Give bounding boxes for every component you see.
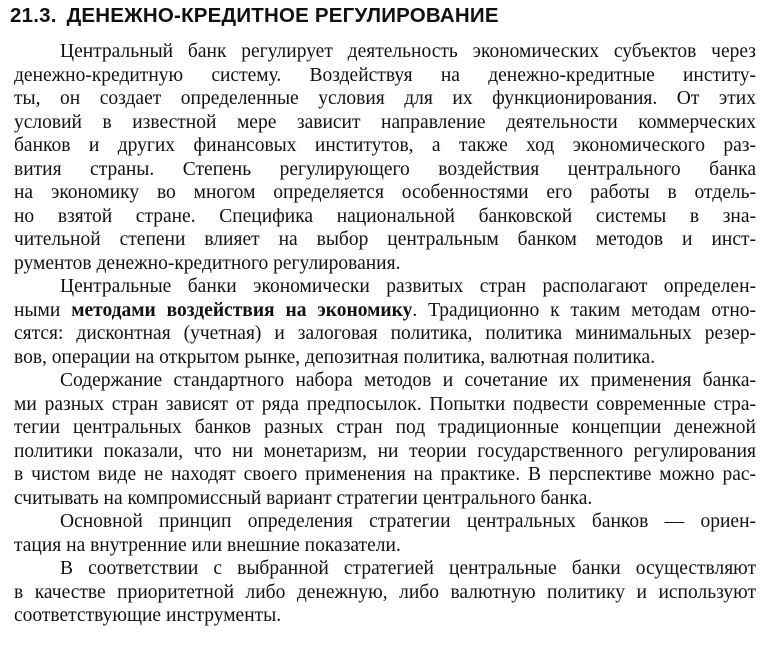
text-line: Основной принцип определения стратегии центральных банков — ориен- xyxy=(60,511,756,532)
text-line: банков и других финансовых институтов, а также ход экономического раз- xyxy=(14,135,756,156)
paragraph-4 xyxy=(14,510,756,557)
text-run: . Традиционно к таким методам отно- xyxy=(412,299,757,321)
text-line: но взятой стране. Специфика национальной банковской системы в зна- xyxy=(14,205,756,227)
text-line: политики показали, что ни монетаризм, ни теории государственного регулирования xyxy=(14,440,756,462)
text-line: сятся: дисконтная (учетная) и залоговая политика, политика минимальных резер- xyxy=(14,323,756,344)
text-line: в чистом виде не находят своего применения на практике. В перспективе можно рас- xyxy=(14,464,756,485)
text-line: Содержание стандартного набора методов и сочетание их применения банка- xyxy=(60,370,756,391)
text-line: соответствующие инструменты. xyxy=(14,605,282,626)
body-text xyxy=(14,40,756,628)
text-line: вития страны. Степень регулирующего воздействия центрального банка xyxy=(14,158,756,180)
text-line: считывать на компромиссный вариант стратегии центрального банка. xyxy=(14,487,593,509)
text-line: на экономику во многом определяется особенностями его работы в отдель- xyxy=(14,182,756,203)
text-run: ными xyxy=(14,299,72,321)
section-number: 21.3. xyxy=(10,4,57,27)
text-line: денежно-кредитную систему. Воздействуя на денежно-кредитные институ- xyxy=(14,64,756,86)
text-line: вов, операции на открытом рынке, депозитная политика, валютная политика. xyxy=(14,346,656,368)
text-line: ми разных стран зависят от ряда предпосылок. Попытки подвести современные стра- xyxy=(14,393,756,415)
text-line: В соответствии с выбранной стратегией центральные банки осуществляют xyxy=(60,558,756,579)
text-line: тегии центральных банков разных стран под традиционные концепции денежной xyxy=(14,417,756,438)
text-line: в качестве приоритетной либо денежную, либо валютную политику и используют xyxy=(14,581,756,603)
text-line: тация на внутренние или внешние показатели. xyxy=(14,534,401,556)
paragraph-5 xyxy=(14,557,756,628)
text-line: ты, он создает определенные условия для их функционирования. От этих xyxy=(14,88,756,109)
text-line: Центральный банк регулирует деятельность экономических субъектов через xyxy=(60,41,756,62)
section-heading xyxy=(10,4,499,28)
text-line: условий в известной мере зависит направление деятельности коммерческих xyxy=(14,111,756,133)
text-line: чительной степени влияет на выбор центральным банком методов и инст- xyxy=(14,229,756,250)
text-line: Центральные банки экономически развитых стран располагают определен- xyxy=(60,276,756,297)
paragraph-3 xyxy=(14,369,756,510)
text-line xyxy=(14,299,756,323)
text-line: рументов денежно-кредитного регулирования. xyxy=(14,252,401,274)
bold-term: методами воздействия на экономику xyxy=(71,299,413,321)
paragraph-2 xyxy=(14,275,756,369)
paragraph-1 xyxy=(14,40,756,275)
section-title: ДЕНЕЖНО-КРЕДИТНОЕ РЕГУЛИРОВАНИЕ xyxy=(66,4,499,27)
